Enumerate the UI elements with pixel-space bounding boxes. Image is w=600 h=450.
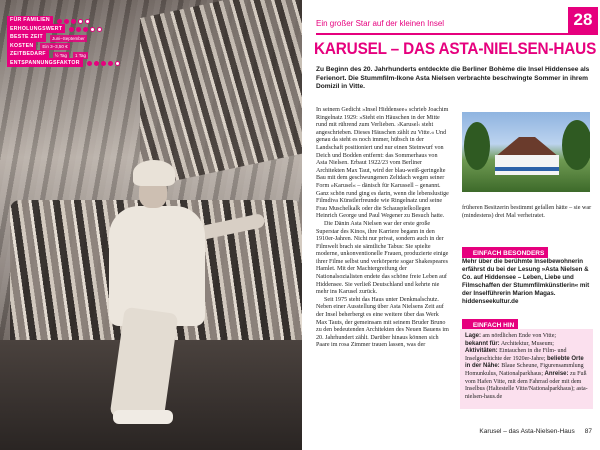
article-body: [316, 107, 449, 350]
best-time-value: Juni–September: [51, 35, 85, 41]
legend-tag: FÜR FAMILIEN: [7, 16, 53, 25]
special-tip-text: Mehr über die berühmte Inselbewohnerin erfährst du bei der Lesung »Asta Nielsen & Co. auf Hiddensee – Leben, Liebe und Filmschaffen der Stummfilmkünstlerin« mit der Inselführerin Marion Magas. hiddenseekultur.de: [462, 258, 590, 305]
article-kicker: Ein großer Star auf der kleinen Insel: [316, 19, 445, 28]
body-paragraph: Seit 1975 steht das Haus unter Denkmalschutz. Neben einer Ausstellung über Asta Nielsens Zeit auf der Insel beherbergt es eine weitere über das Werk Max Tauts, der gemeinsam mit seinem Bruder Bruno zu den bedeutenden Architekten des Neuen Bauens im 20. Jahrhundert zählt. Darüber hinaus können sich Paare im rosa Zimmer trauen lassen, was der: [316, 296, 449, 349]
body-paragraph: In seinem Gedicht »Insel Hiddensee« schrieb Joachim Ringelnatz 1929: »Steht ein Häuschen in der Mitte rund mit rührend zum Verlieben. ›Karusel‹ steht angeschrieben. Dieses Häuschen zählt zu Vitte.« Und genau da steht es noch immer, hübsch in der Landschaft positioniert und nur einen Steinwurf von Deich und Bodden entfernt: das Sommerhaus von Asta Nielsen. Erbaut 1922/23 vom Berliner Architekten Max Taut, wird der blau-weiß-geringelte Bau mit dem geschwungenen Zeltdach wegen seiner Form »Karusel« – dänisch für Karussell – genannt. Ganz schön rund ging es darin, wenn die lebenslustige Filmdiva Künstlerfreunde wie Ringelnatz und seine Frau Muschelkalk oder die Schauspielkollegen Heinrich George und Paul Wegener zu Besuch hatte.: [316, 107, 449, 220]
time-half-day: ½ Tag: [54, 52, 68, 58]
article-title: KARUSEL – DAS ASTA-NIELSEN-HAUS: [314, 40, 597, 58]
info-item: Anreise: zu Fuß vom Hafen Vitte, mit dem Fahrrad oder mit dem Inselbus (Haltestelle Vitte/Nationalparkhaus); asta-nielsen-haus.de: [465, 370, 588, 400]
info-item: Aktivitäten: Eintauchen in die Film- und Inselgeschichte der 1920er-Jahre;: [465, 348, 567, 362]
legend-tag: ZEITBEDARF: [7, 50, 49, 59]
info-item: Lage: am nördlichen Ende von Vitte;: [465, 333, 557, 339]
cost-value: Ein 3–3,50 €: [42, 44, 68, 50]
page-footer: [462, 428, 592, 435]
info-item: bekannt für: Architektur, Museum;: [465, 340, 554, 347]
arrow-icon: ▶: [466, 249, 473, 257]
legend-tag: BESTE ZEIT: [7, 33, 46, 42]
rating-legend: [7, 17, 157, 68]
asta-nielsen-house: [487, 137, 567, 177]
footer-title: Karusel – das Asta-Nielsen-Haus: [479, 428, 575, 435]
body-paragraph: Die Dänin Asta Nielsen war der erste große Superstar des Kinos, ihre Karriere begann in den 1910er-Jahren. Nicht nur privat, sondern auch in der Filmwelt brach sie sämtliche Tabus: Sie spielte moderne, unkonventionelle Frauen, produzierte einige ihrer Filme selbst und verkörperte sogar Shakespeares Hamlet. Mit der Machtergreifung der Nationalsozialisten endete das schöne freie Leben auf Hiddensee. Sie verließ Deutschland und kehrte nie mehr ins Karusel zurück.: [316, 220, 449, 296]
arrow-icon: ▶: [466, 321, 473, 329]
info-box: [460, 329, 593, 409]
time-full-day: 1 Tag: [75, 52, 86, 58]
article-page: [302, 0, 600, 450]
house-photo: [462, 112, 590, 192]
legend-tag: ENTSPANNUNGSFAKTOR: [7, 58, 83, 67]
page-number: 87: [584, 428, 592, 435]
article-lead: Zu Beginn des 20. Jahrhunderts entdeckte die Berliner Bohème die Insel Hiddensee als Ferienort. Die Stummfilm-Ikone Asta Nielsen verbrachte beschwingte Sommer in ihrem Domizil in Vitte.: [316, 66, 590, 91]
body-continuation: früheren Besitzerin bestimmt gefallen hätte – sie war (mindestens) drei Mal verheiratet.: [462, 205, 592, 219]
section-heading-info: ▶ EINFACH HIN: [462, 319, 518, 330]
seated-woman: [95, 160, 225, 430]
header-rule: [316, 33, 598, 35]
info-item: beliebte Orte in der Nähe: Blaue Scheune, Figurensammlung Homunkulus, Nationalparkhaus;: [465, 355, 584, 377]
entry-number: 28: [568, 7, 598, 33]
legend-tag: KOSTEN: [7, 41, 36, 50]
section-heading-special: ▶ EINFACH BESONDERS: [462, 247, 548, 258]
legend-tag: ERHOLUNGSWERT: [7, 24, 65, 33]
